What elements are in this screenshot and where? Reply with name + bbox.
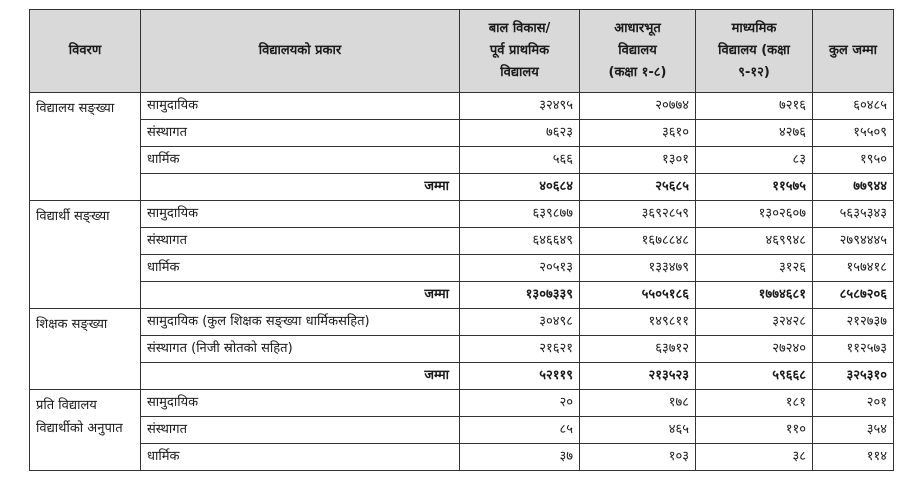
total-row [30,174,894,201]
header-ecd-line3: विद्यालय [500,65,539,80]
total-label: जम्मा [141,174,460,201]
secondary-value: २७२४० [696,336,813,363]
total-value: २०१ [813,390,894,417]
table-row [30,93,894,120]
basic-value: ६३७१२ [580,336,696,363]
school-type-cell: सामुदायिक [141,390,460,417]
total-value: ११२५७३ [813,336,894,363]
school-type-cell: संस्थागत [141,417,460,444]
secondary-value: १८१ [696,390,813,417]
basic-value: १०३ [580,444,696,471]
total-total-value: ८५८७२०६ [813,282,894,309]
total-value: ३५४ [813,417,894,444]
header-secondary-line1: माध्यमिक [731,21,777,36]
section-label: विद्यार्थी सङ्ख्या [30,201,141,309]
total-label: जम्मा [141,282,460,309]
total-total-value: ३२५३१० [813,363,894,390]
ecd-value: ८५ [460,417,580,444]
header-ecd-line2: पूर्व प्राथमिक [489,43,550,58]
basic-value: ३६१० [580,120,696,147]
section-label: प्रति विद्यालय विद्यार्थीको अनुपात [30,390,141,471]
ecd-value: २१६२१ [460,336,580,363]
basic-value: १३०१ [580,147,696,174]
school-type-cell: सामुदायिक [141,93,460,120]
header-total: कुल जम्मा [813,10,894,93]
table-row [30,417,894,444]
ecd-value: २०५१३ [460,255,580,282]
header-ecd [460,10,580,93]
ecd-value: २० [460,390,580,417]
total-secondary-value: ११५७५ [696,174,813,201]
ecd-value: ७६२३ [460,120,580,147]
total-secondary-value: १७७४६८१ [696,282,813,309]
school-type-cell: धार्मिक [141,147,460,174]
header-school-type: विद्यालयको प्रकार [141,10,460,93]
total-value: ५६३५३४३ [813,201,894,228]
total-basic-value: ५५०५१८६ [580,282,696,309]
basic-value: १३३४७९ [580,255,696,282]
total-value: १५७४१८ [813,255,894,282]
basic-value: ४६५ [580,417,696,444]
basic-value: १४९८११ [580,309,696,336]
school-type-cell: संस्थागत [141,120,460,147]
basic-value: ३६९२८५९ [580,201,696,228]
header-secondary [696,10,813,93]
total-value: १९५० [813,147,894,174]
table-row [30,255,894,282]
total-row [30,363,894,390]
secondary-value: १३०२६०७ [696,201,813,228]
total-label: जम्मा [141,363,460,390]
total-basic-value: २५६८५ [580,174,696,201]
total-row [30,282,894,309]
basic-value: १६७८८४८ [580,228,696,255]
header-basic-line1: आधारभूत [614,21,661,36]
ecd-value: ३७ [460,444,580,471]
total-value: १५५०९ [813,120,894,147]
secondary-value: ३८ [696,444,813,471]
basic-value: २०७७४ [580,93,696,120]
secondary-value: ७२१६ [696,93,813,120]
school-type-cell: संस्थागत (निजी स्रोतको सहित) [141,336,460,363]
ecd-value: ३०४९८ [460,309,580,336]
section-label: शिक्षक सङ्ख्या [30,309,141,390]
total-value: ६०४८५ [813,93,894,120]
header-secondary-line2: विद्यालय (कक्षा [718,43,790,58]
table-row [30,309,894,336]
table-row [30,444,894,471]
secondary-value: ८३ [696,147,813,174]
table-row [30,147,894,174]
secondary-value: ४२७६ [696,120,813,147]
statistics-table [29,9,894,471]
total-basic-value: २१३५२३ [580,363,696,390]
header-row [30,10,894,93]
table-body [30,93,894,471]
total-value: ११४ [813,444,894,471]
table-row [30,120,894,147]
school-type-cell: संस्थागत [141,228,460,255]
table-row [30,228,894,255]
school-type-cell: सामुदायिक (कुल शिक्षक सङ्ख्या धार्मिकसहित) [141,309,460,336]
ecd-value: ६३९८७७ [460,201,580,228]
total-value: २७९४४४५ [813,228,894,255]
ecd-value: ३२४९५ [460,93,580,120]
total-ecd-value: ५२११९ [460,363,580,390]
school-type-cell: सामुदायिक [141,201,460,228]
total-value: २१२७३७ [813,309,894,336]
secondary-value: ४६९९४८ [696,228,813,255]
ecd-value: ६४६६४९ [460,228,580,255]
header-ecd-line1: बाल विकास/ [488,21,551,36]
section-label: विद्यालय सङ्ख्या [30,93,141,201]
total-total-value: ७७९४४ [813,174,894,201]
ecd-value: ५६६ [460,147,580,174]
school-type-cell: धार्मिक [141,444,460,471]
basic-value: १७८ [580,390,696,417]
header-basic-line2: विद्यालय [618,43,657,58]
secondary-value: ३२४२८ [696,309,813,336]
header-basic [580,10,696,93]
secondary-value: ३१२६ [696,255,813,282]
table-row [30,390,894,417]
table-row [30,336,894,363]
secondary-value: ११० [696,417,813,444]
total-secondary-value: ५९६६८ [696,363,813,390]
header-description: विवरण [30,10,141,93]
school-type-cell: धार्मिक [141,255,460,282]
header-basic-line3: (कक्षा १-८) [608,65,667,80]
header-secondary-line3: ९-१२) [738,65,770,80]
total-ecd-value: १३०७३३९ [460,282,580,309]
table-row [30,201,894,228]
total-ecd-value: ४०६८४ [460,174,580,201]
